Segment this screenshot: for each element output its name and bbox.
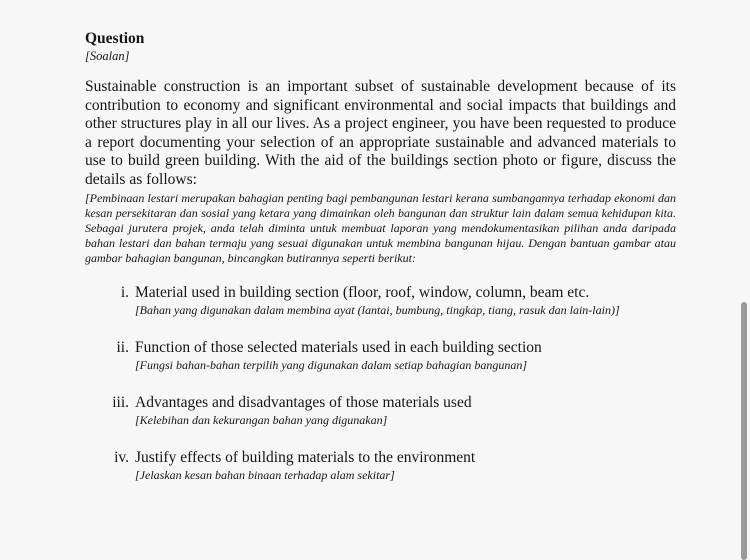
list-item-malay: [Fungsi bahan-bahan terpilih yang digunakan dalam setiap bahagian bangunan]: [135, 358, 527, 373]
list-item: [85, 284, 676, 319]
question-title: Question: [85, 30, 145, 47]
list-item-english: Justify effects of building materials to the environment: [135, 448, 476, 466]
vertical-scrollbar[interactable]: [741, 302, 747, 560]
list-item-malay: [Bahan yang digunakan dalam membina ayat (lantai, bumbung, tingkap, tiang, rasuk dan lain-lain)]: [135, 303, 620, 318]
list-item-english: Material used in building section (floor, roof, window, column, beam etc.: [135, 283, 590, 301]
list-item-number: ii.: [116, 338, 129, 356]
list-item-number: iii.: [112, 393, 129, 411]
list-item-english: Advantages and disadvantages of those materials used: [135, 393, 472, 411]
list-item-english: Function of those selected materials used in each building section: [135, 338, 542, 356]
list-item-malay: [Kelebihan dan kekurangan bahan yang digunakan]: [135, 413, 388, 428]
list-item-number: iv.: [114, 448, 129, 466]
question-subtitle: [Soalan]: [85, 49, 130, 63]
list-item-malay: [Jelaskan kesan bahan binaan terhadap alam sekitar]: [135, 468, 395, 483]
document-page: [85, 30, 676, 484]
intro-paragraph-english: Sustainable construction is an important subset of sustainable development because of its contribution to economy and significant environmental and social impacts that buildings and other structures play in all our lives. As a project engineer, you have been requested to produce a report documenting your selection of an appropriate sustainable and advanced materials to use to build green building. With the aid of the buildings section photo or figure, discuss the details as follows:: [85, 78, 676, 188]
list-item: [85, 449, 676, 484]
list-item: [85, 394, 676, 429]
list-item-number: i.: [120, 283, 129, 301]
intro-paragraph-malay: [Pembinaan lestari merupakan bahagian penting bagi pembangunan lestari kerana sumbangannya terhadap ekonomi dan kesan persekitaran dan sosial yang ketara yang dimainkan oleh bangunan dan struktur lain dalam semua kehidupan kita. Sebagai jurutera projek, anda telah diminta untuk membuat laporan yang mendokumentasikan pilihan anda daripada bahan lestari dan bahan termaju yang sesuai digunakan untuk membina bangunan hijau. Dengan bantuan gambar atau gambar bahagian bangunan, bincangkan butirannya seperti berikut:: [85, 190, 676, 266]
list-item: [85, 339, 676, 374]
question-list: [85, 284, 676, 484]
